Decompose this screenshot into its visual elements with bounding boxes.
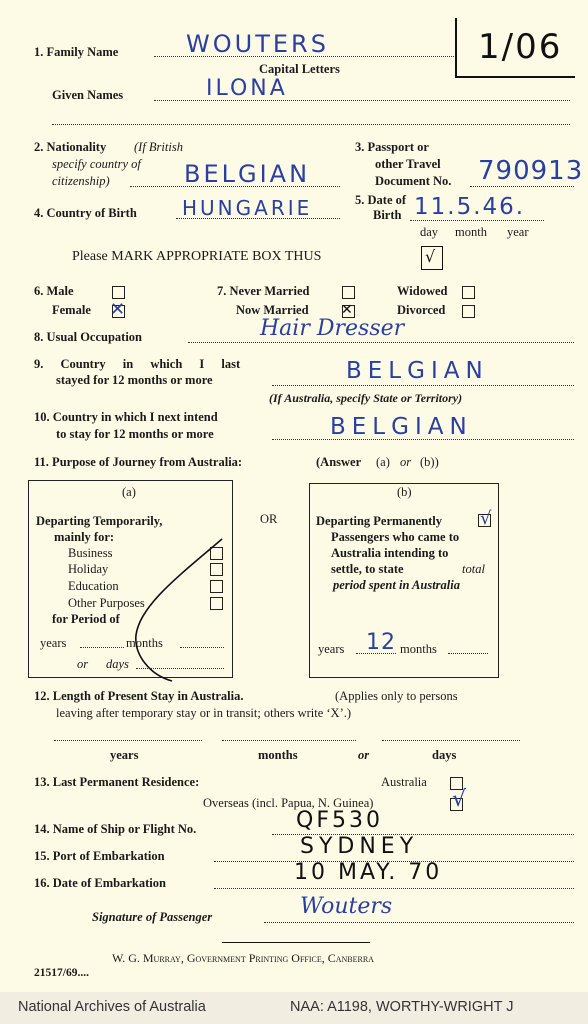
last-country-value: BELGIAN bbox=[346, 358, 489, 384]
divorced-checkbox[interactable] bbox=[462, 305, 475, 318]
q2-note-2: specify country of bbox=[52, 157, 141, 171]
other-purposes-label: Other Purposes bbox=[68, 596, 145, 610]
port-value: SYDNEY bbox=[300, 834, 419, 859]
now-married-label: Now Married bbox=[236, 303, 309, 317]
footer-right: NAA: A1198, WORTHY-WRIGHT J bbox=[290, 999, 514, 1015]
business-label: Business bbox=[68, 546, 113, 560]
passport-value: 790913 bbox=[478, 156, 584, 186]
printer-rule bbox=[222, 942, 370, 943]
passport-line bbox=[470, 186, 574, 187]
dep-temp-1: Departing Temporarily, bbox=[36, 514, 163, 528]
q12-months-label: months bbox=[258, 748, 298, 762]
overseas-tick: √ bbox=[452, 787, 467, 812]
q10-label-2: to stay for 12 months or more bbox=[56, 427, 214, 441]
strike-through-stroke bbox=[110, 535, 230, 685]
q5-label-1: 5. Date of bbox=[355, 193, 407, 207]
q1-label: 1. Family Name bbox=[34, 45, 119, 59]
dob-value: 11.5.46. bbox=[414, 194, 526, 220]
q12-years-line bbox=[54, 740, 202, 741]
signature-line bbox=[264, 922, 574, 923]
dep-perm-4: settle, to state bbox=[331, 562, 404, 576]
q2-label: 2. Nationality bbox=[34, 140, 107, 154]
footer-left: National Archives of Australia bbox=[18, 999, 206, 1015]
last-country-line bbox=[272, 385, 574, 386]
overseas-label: Overseas (incl. Papua, N. Guinea) bbox=[203, 796, 374, 810]
widowed-label: Widowed bbox=[397, 284, 448, 298]
months-b-label: months bbox=[400, 642, 437, 656]
q11-label: 11. Purpose of Journey from Australia: bbox=[34, 455, 243, 469]
dob-line bbox=[410, 220, 544, 221]
q12-days-label: days bbox=[432, 748, 457, 762]
q12-note-1: (Applies only to persons bbox=[335, 689, 458, 703]
australia-label: Australia bbox=[381, 775, 427, 789]
years-b-value: 12 bbox=[366, 630, 396, 655]
dep-perm-1: Departing Permanently bbox=[316, 514, 443, 528]
months-a-label: months bbox=[126, 636, 163, 650]
education-label: Education bbox=[68, 579, 119, 593]
signature-value: Wouters bbox=[300, 894, 393, 919]
months-b-line bbox=[448, 653, 488, 654]
dep-temp-2: mainly for: bbox=[54, 530, 115, 544]
q4-label: 4. Country of Birth bbox=[34, 206, 137, 220]
q7-label: 7. Never Married bbox=[217, 284, 310, 298]
q12-days-line bbox=[382, 740, 520, 741]
q3-label-1: 3. Passport or bbox=[355, 140, 429, 154]
q9-label-1: 9. Country in which I last bbox=[34, 357, 241, 371]
q9-note: (If Australia, specify State or Territory) bbox=[269, 391, 463, 405]
occupation-value: Hair Dresser bbox=[260, 316, 405, 341]
mark-instruction: Please MARK APPROPRIATE BOX THUS bbox=[72, 249, 322, 264]
q5-label-2: Birth bbox=[373, 208, 402, 222]
q11-or: or bbox=[400, 455, 412, 469]
female-label: Female bbox=[52, 303, 91, 317]
year-label: year bbox=[507, 225, 529, 239]
embarkation-date-value: 10 MAY. 70 bbox=[294, 860, 443, 885]
q2-note-3: citizenship) bbox=[52, 174, 110, 188]
given-names-line-2 bbox=[52, 124, 570, 125]
printer-note: W. G. Murray, Government Printing Office, Canberra bbox=[112, 951, 374, 965]
q16-label: 16. Date of Embarkation bbox=[34, 876, 166, 890]
dep-perm-3: Australia intending to bbox=[331, 546, 449, 560]
q11-b: (b)) bbox=[420, 455, 439, 469]
q15-label: 15. Port of Embarkation bbox=[34, 849, 165, 863]
years-b-label: years bbox=[318, 642, 345, 656]
permanent-tick: √ bbox=[480, 508, 492, 529]
sample-tick: √ bbox=[425, 247, 436, 266]
q2-note-1: (If British bbox=[134, 140, 183, 154]
next-country-value: BELGIAN bbox=[330, 414, 473, 440]
widowed-checkbox[interactable] bbox=[462, 286, 475, 299]
corner-mark: 1/06 bbox=[478, 27, 563, 67]
q14-label: 14. Name of Ship or Flight No. bbox=[34, 822, 197, 836]
or-label: OR bbox=[260, 512, 278, 526]
dep-perm-5: period spent in Australia bbox=[333, 578, 460, 592]
dep-perm-total: total bbox=[462, 562, 485, 576]
male-checkbox[interactable] bbox=[112, 286, 125, 299]
family-name-value: WOUTERS bbox=[186, 30, 329, 58]
q9-label-2: stayed for 12 months or more bbox=[56, 373, 213, 387]
for-period-label: for Period of bbox=[52, 612, 120, 626]
panel-b-head: (b) bbox=[397, 485, 412, 499]
q6-label: 6. Male bbox=[34, 284, 74, 298]
q3-label-2: other Travel bbox=[375, 157, 441, 171]
holiday-label: Holiday bbox=[68, 562, 109, 576]
q13-label: 13. Last Permanent Residence: bbox=[34, 775, 200, 789]
day-label: day bbox=[420, 225, 439, 239]
never-married-checkbox[interactable] bbox=[342, 286, 355, 299]
embarkation-date-line bbox=[214, 888, 574, 889]
q10-label-1: 10. Country in which I next intend bbox=[34, 410, 218, 424]
q12-or-label: or bbox=[358, 748, 370, 762]
q12-months-line bbox=[222, 740, 356, 741]
form-code: 21517/69.... bbox=[34, 967, 89, 979]
female-cross: ✕ bbox=[110, 299, 126, 320]
now-married-cross: ✕ bbox=[341, 302, 353, 318]
capital-letters-note: Capital Letters bbox=[259, 62, 340, 76]
or-days-label: or bbox=[77, 657, 89, 671]
flight-value: QF530 bbox=[296, 808, 383, 833]
days-a-label: days bbox=[106, 657, 129, 671]
q12-label: 12. Length of Present Stay in Australia. bbox=[34, 689, 244, 703]
panel-a-head: (a) bbox=[122, 485, 136, 499]
month-label: month bbox=[455, 225, 487, 239]
given-names-value: ILONA bbox=[206, 76, 288, 101]
q12-note-2: leaving after temporary stay or in transit; others write ‘X’.) bbox=[56, 706, 352, 720]
q11-answer: (Answer bbox=[316, 455, 362, 469]
q11-a: (a) bbox=[376, 455, 390, 469]
dep-perm-2: Passengers who came to bbox=[331, 530, 460, 544]
q8-label: 8. Usual Occupation bbox=[34, 330, 143, 344]
given-names-label: Given Names bbox=[52, 88, 124, 102]
years-a-label: years bbox=[40, 636, 67, 650]
q3-label-3: Document No. bbox=[375, 174, 452, 188]
country-of-birth-value: HUNGARIE bbox=[182, 196, 313, 220]
archive-footer bbox=[0, 992, 588, 1024]
nationality-value: BELGIAN bbox=[184, 160, 311, 188]
signature-label: Signature of Passenger bbox=[92, 910, 213, 924]
q12-years-label: years bbox=[110, 748, 139, 762]
divorced-label: Divorced bbox=[397, 303, 446, 317]
occupation-line bbox=[188, 342, 574, 343]
